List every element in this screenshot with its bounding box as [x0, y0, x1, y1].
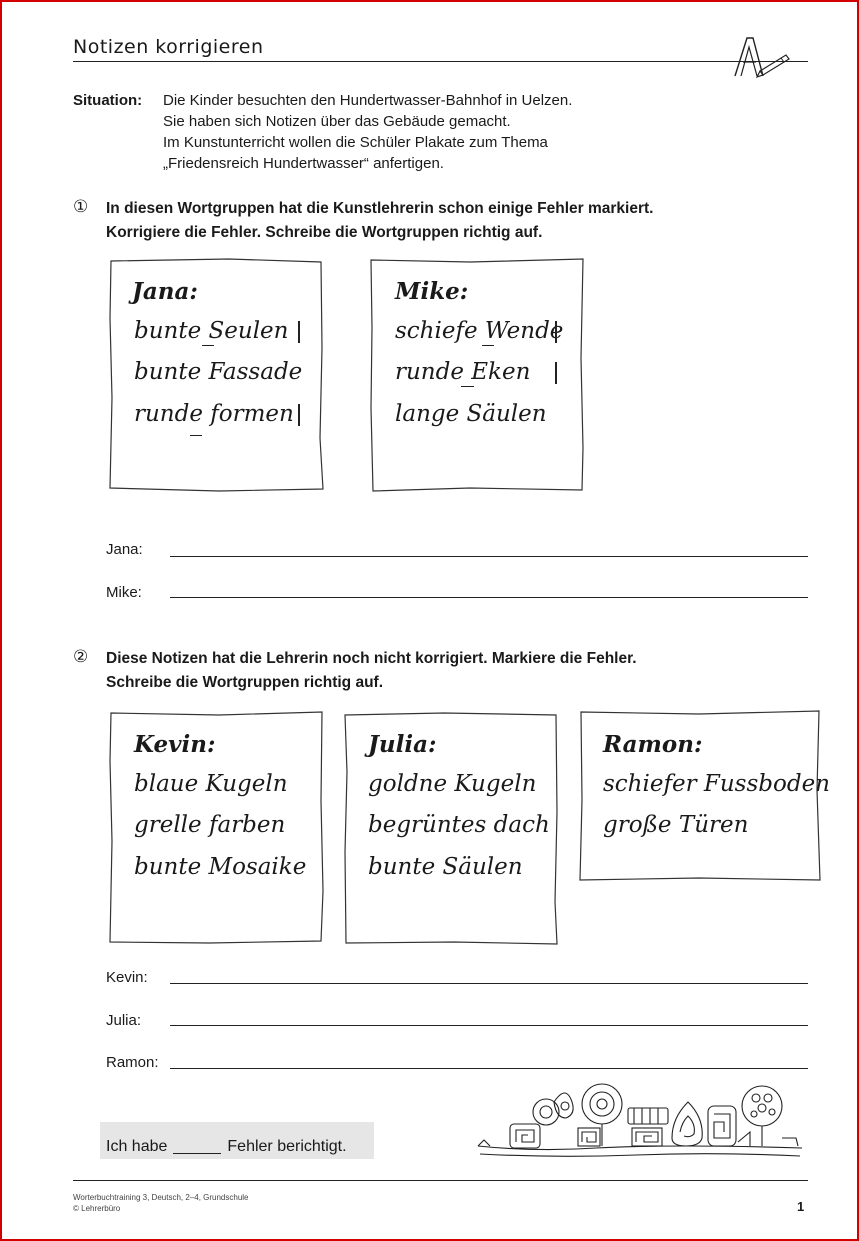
- title-rule: [73, 61, 808, 62]
- error-mark: [298, 321, 300, 343]
- error-underline: [202, 345, 214, 346]
- note-name: Ramon:: [603, 731, 703, 758]
- answer-line-mike[interactable]: [170, 597, 808, 598]
- error-underline: [461, 386, 474, 387]
- error-underline: [190, 435, 202, 436]
- note-item: bunte Mosaike: [134, 854, 307, 880]
- note-item: bunte Fassade: [134, 359, 303, 385]
- answer-label-kevin: Kevin:: [106, 969, 148, 986]
- footer-copyright: © Lehrerbüro: [73, 1204, 121, 1213]
- answer-line-jana[interactable]: [170, 556, 808, 557]
- situation-line: Sie haben sich Notizen über das Gebäude gemacht.: [163, 113, 511, 130]
- answer-label-ramon: Ramon:: [106, 1054, 159, 1071]
- hundertwasser-building-illustration: [476, 1078, 806, 1167]
- situation-label: Situation:: [73, 92, 143, 109]
- note-item: bunte Säulen: [368, 854, 523, 880]
- page-number: 1: [797, 1199, 805, 1214]
- situation-line: Die Kinder besuchten den Hundertwasser-Bahnhof in Uelzen.: [163, 92, 573, 109]
- note-item: große Türen: [603, 812, 749, 838]
- note-name: Mike:: [395, 278, 469, 305]
- task-number: ②: [73, 647, 89, 666]
- situation-line: Im Kunstunterricht wollen die Schüler Plakate zum Thema: [163, 134, 548, 151]
- answer-line-julia[interactable]: [170, 1025, 808, 1026]
- letter-a-pencil-icon: [730, 35, 792, 84]
- error-mark: [298, 404, 300, 426]
- footer-source: Worterbuchtraining 3, Deutsch, 2–4, Grundschule: [73, 1193, 249, 1202]
- note-item: begrüntes dach: [368, 812, 550, 838]
- situation-line: „Friedensreich Hundertwasser“ anfertigen.: [163, 155, 444, 172]
- answer-label-mike: Mike:: [106, 584, 142, 601]
- footer-rule: [73, 1180, 808, 1181]
- task-instruction: In diesen Wortgruppen hat die Kunstlehrerin schon einige Fehler markiert. Korrigiere die Fehler. Schreibe die Wortgruppen richtig auf.: [106, 200, 654, 241]
- answer-label-jana: Jana:: [106, 541, 143, 558]
- task-number: ①: [73, 197, 89, 216]
- note-name: Julia:: [368, 731, 437, 758]
- error-mark: [555, 362, 557, 384]
- answer-line-ramon[interactable]: [170, 1068, 808, 1069]
- note-item: bunte Seulen: [134, 318, 289, 344]
- note-name: Jana:: [132, 278, 198, 305]
- error-mark: [555, 321, 557, 343]
- page-title: Notizen korrigieren: [73, 36, 264, 58]
- error-underline: [482, 345, 494, 346]
- task-instruction: Diese Notizen hat die Lehrerin noch nicht korrigiert. Markiere die Fehler. Schreibe die Wortgruppen richtig auf.: [106, 650, 637, 691]
- tally-sentence: Ich habe Fehler berichtigt.: [106, 1138, 347, 1155]
- answer-line-kevin[interactable]: [170, 983, 808, 984]
- note-item: grelle farben: [134, 812, 286, 838]
- note-item: schiefer Fussboden: [603, 771, 830, 797]
- note-name: Kevin:: [134, 731, 216, 758]
- note-item: runde formen: [134, 401, 294, 427]
- answer-label-julia: Julia:: [106, 1012, 142, 1029]
- note-item: blaue Kugeln: [134, 771, 288, 797]
- note-item: lange Säulen: [395, 401, 547, 427]
- note-item: runde Eken: [395, 359, 531, 385]
- note-item: goldne Kugeln: [368, 771, 537, 797]
- tally-blank[interactable]: [173, 1153, 221, 1154]
- note-item: schiefe Wende: [395, 318, 564, 344]
